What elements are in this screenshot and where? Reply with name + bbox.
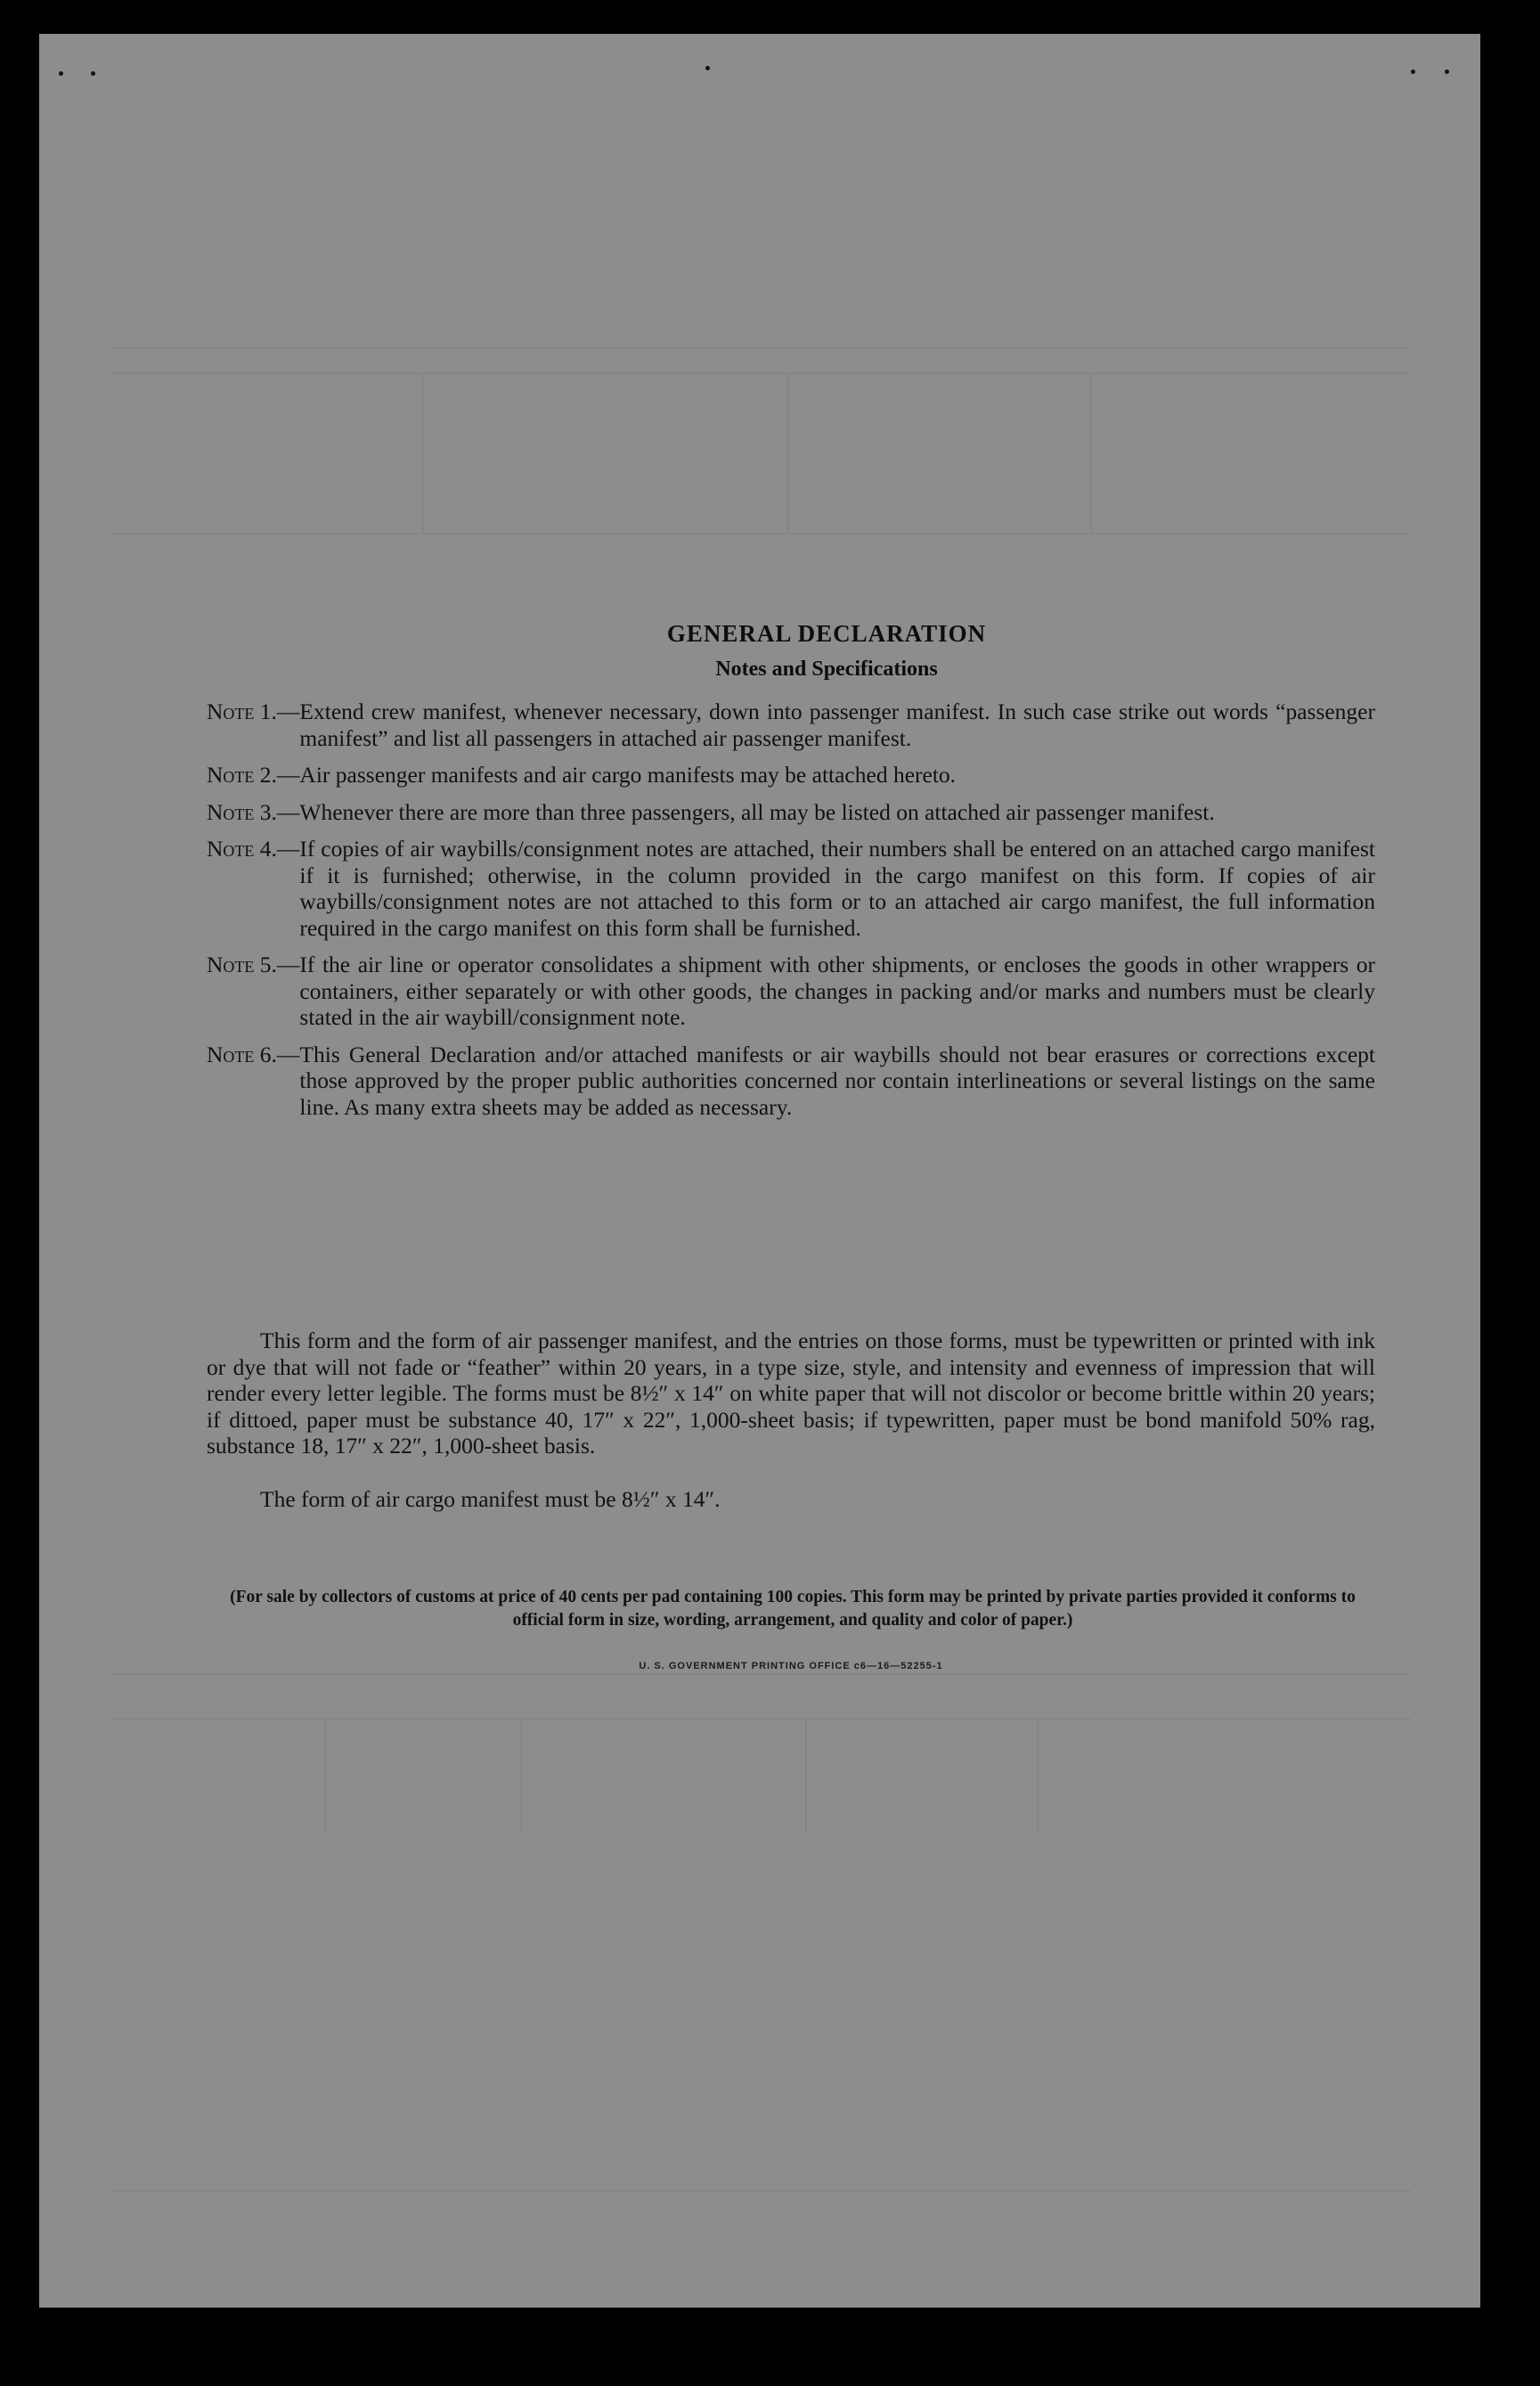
- bleed-through-rule: [324, 1718, 326, 1834]
- bleed-through-rule: [110, 533, 1411, 535]
- cargo-manifest-size-line: The form of air cargo manifest must be 8½″ x 14″.: [260, 1486, 721, 1512]
- bleed-through-rule: [1037, 1718, 1039, 1834]
- note-item: [207, 952, 1375, 1031]
- punch-mark: [705, 66, 710, 70]
- bleed-through-rule: [110, 372, 1411, 374]
- note-text: This General Declaration and/or attached manifests or air waybills should not bear erasures or corrections except those approved by the proper public authorities concerned nor contain interlineations or several listings on the same line. As many extra sheets may be added as necessary.: [299, 1041, 1375, 1120]
- notes-list: [207, 699, 1375, 1131]
- bleed-through-rule: [805, 1718, 807, 1834]
- bleed-through-rule: [110, 2190, 1411, 2192]
- bleed-through-rule: [520, 1718, 522, 1834]
- note-text: Extend crew manifest, whenever necessary, down into passenger manifest. In such case strike out words “passenger manifest” and list all passengers in attached air passenger manifest.: [299, 699, 1375, 751]
- note-label: Note 5.—: [207, 952, 300, 977]
- printer-line: U. S. GOVERNMENT PRINTING OFFICE c6—16—52255-1: [639, 1661, 943, 1671]
- bleed-through-rule: [110, 347, 1411, 349]
- sale-notice: (For sale by collectors of customs at price of 40 cents per pad containing 100 copies. This form may be printed by private parties provided it conforms to official form in size, wording, arrangement, and quality and color of paper.): [230, 1588, 1356, 1630]
- note-item: [207, 1042, 1375, 1121]
- punch-mark: [91, 71, 95, 76]
- note-text: If copies of air waybills/consignment notes are attached, their numbers shall be entered on an attached cargo manifest if it is furnished; otherwise, in the column provided in the cargo manifest on this form. If copies of air waybills/consignment notes are not attached to this form or to an attached air cargo manifest, the full information required in the cargo manifest on this form shall be furnished.: [299, 836, 1375, 941]
- note-label: Note 1.—: [207, 699, 300, 724]
- note-item: [207, 762, 1375, 789]
- note-text: Air passenger manifests and air cargo manifests may be attached hereto.: [299, 762, 957, 788]
- bleed-through-rule: [110, 1673, 1411, 1675]
- punch-mark: [1445, 69, 1449, 74]
- bleed-through-rule: [787, 372, 789, 533]
- bleed-through-rule: [422, 372, 424, 533]
- note-item: [207, 799, 1375, 826]
- note-text: Whenever there are more than three passengers, all may be listed on attached air passenger manifest.: [299, 798, 1215, 825]
- form-specification-paragraph: This form and the form of air passenger manifest, and the entries on those forms, must be typewritten or printed with ink or dye that will not fade or “feather” within 20 years, in a type size, style, and intensity and evenness of impression that will render every letter legible. The forms must be 8½″ x 14″ on white paper that will not discolor or become brittle within 20 years; if dittoed, paper must be substance 40, 17″ x 22″, 1,000-sheet basis; if typewritten, paper must be bond manifold 50% rag, substance 18, 17″ x 22″, 1,000-sheet basis.: [207, 1328, 1375, 1459]
- note-label: Note 6.—: [207, 1041, 300, 1067]
- document-sheet: [39, 34, 1480, 2308]
- bleed-through-rule: [110, 1718, 1411, 1720]
- note-text: If the air line or operator consolidates a shipment with other shipments, or encloses the goods in other wrappers or containers, either separately or with other goods, the changes in packing and/or marks and numbers must be clearly stated in the air waybill/consignment note.: [299, 952, 1375, 1030]
- note-item: [207, 699, 1375, 751]
- note-label: Note 2.—: [207, 762, 300, 788]
- document-subtitle: Notes and Specifications: [715, 658, 938, 681]
- note-item: [207, 836, 1375, 941]
- note-label: Note 4.—: [207, 836, 300, 862]
- bleed-through-rule: [1090, 372, 1092, 533]
- punch-mark: [1411, 69, 1415, 74]
- note-label: Note 3.—: [207, 798, 300, 825]
- punch-mark: [59, 71, 63, 76]
- document-title: GENERAL DECLARATION: [666, 620, 987, 647]
